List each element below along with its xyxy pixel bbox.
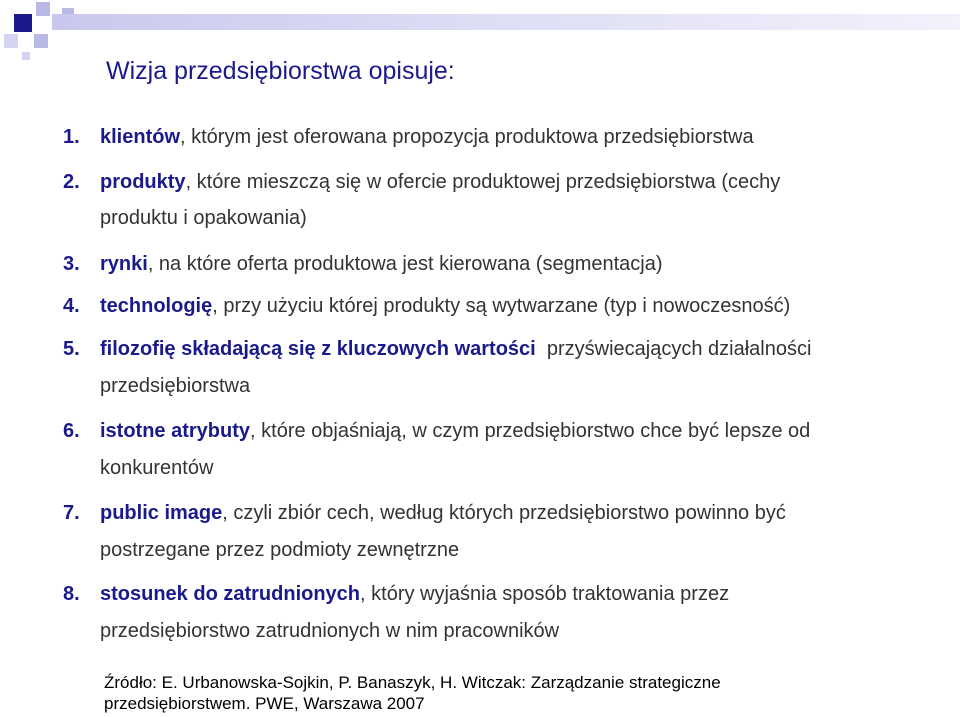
item-keyword: klientów	[100, 126, 181, 148]
item-keyword: technologię	[100, 295, 213, 317]
item-continuation: produktu i opakowania)	[100, 207, 307, 229]
item-number: 2.	[63, 171, 80, 193]
item-continuation: konkurentów	[100, 457, 214, 479]
header-decoration	[0, 0, 960, 60]
item-description: przyświecających działalności	[535, 338, 812, 360]
item-text	[100, 171, 780, 194]
item-text	[100, 295, 790, 318]
source-citation-line-2: przedsiębiorstwem. PWE, Warszawa 2007	[104, 694, 425, 713]
item-text	[100, 583, 729, 606]
item-keyword: rynki	[100, 253, 148, 275]
item-description: , na które oferta produktowa jest kierowana (segmentacja)	[147, 253, 663, 275]
header-bar	[52, 14, 960, 30]
item-description: , przy użyciu której produkty są wytwarzane (typ i nowoczesność)	[212, 295, 791, 317]
item-text	[100, 502, 786, 525]
item-keyword: produkty	[100, 171, 186, 193]
item-keyword: public image	[100, 502, 223, 524]
item-keyword: istotne atrybuty	[100, 420, 251, 442]
item-text	[100, 126, 754, 149]
decorative-square	[4, 34, 18, 48]
item-continuation: postrzegane przez podmioty zewnętrzne	[100, 539, 460, 561]
item-number: 1.	[63, 126, 80, 148]
item-continuation: przedsiębiorstwo zatrudnionych w nim pracowników	[100, 620, 560, 642]
item-number: 3.	[63, 253, 80, 275]
decorative-square	[22, 52, 30, 60]
item-number: 4.	[63, 295, 80, 317]
item-number: 7.	[63, 502, 80, 524]
item-number: 5.	[63, 338, 80, 360]
item-text	[100, 338, 811, 361]
item-description: , czyli zbiór cech, według których przedsiębiorstwo powinno być	[222, 502, 786, 524]
item-description: , którym jest oferowana propozycja produktowa przedsiębiorstwa	[180, 126, 754, 148]
source-citation-line-1: Źródło: E. Urbanowska-Sojkin, P. Banaszyk, H. Witczak: Zarządzanie strategiczne	[104, 673, 721, 692]
item-continuation: przedsiębiorstwa	[100, 375, 251, 397]
item-description: , które mieszczą się w ofercie produktowej przedsiębiorstwa (cechy	[185, 171, 781, 193]
slide-title: Wizja przedsiębiorstwa opisuje:	[106, 57, 455, 85]
item-number: 6.	[63, 420, 80, 442]
decorative-square	[36, 2, 50, 16]
item-text	[100, 420, 810, 443]
item-keyword: stosunek do zatrudnionych	[100, 583, 361, 605]
decorative-square	[14, 14, 32, 32]
item-keyword: filozofię składającą się z kluczowych wartości	[100, 338, 536, 360]
item-description: , który wyjaśnia sposób traktowania przez	[360, 583, 730, 605]
decorative-square	[34, 34, 48, 48]
item-description: , które objaśniają, w czym przedsiębiorstwo chce być lepsze od	[250, 420, 811, 442]
item-text	[100, 253, 663, 276]
item-number: 8.	[63, 583, 80, 605]
